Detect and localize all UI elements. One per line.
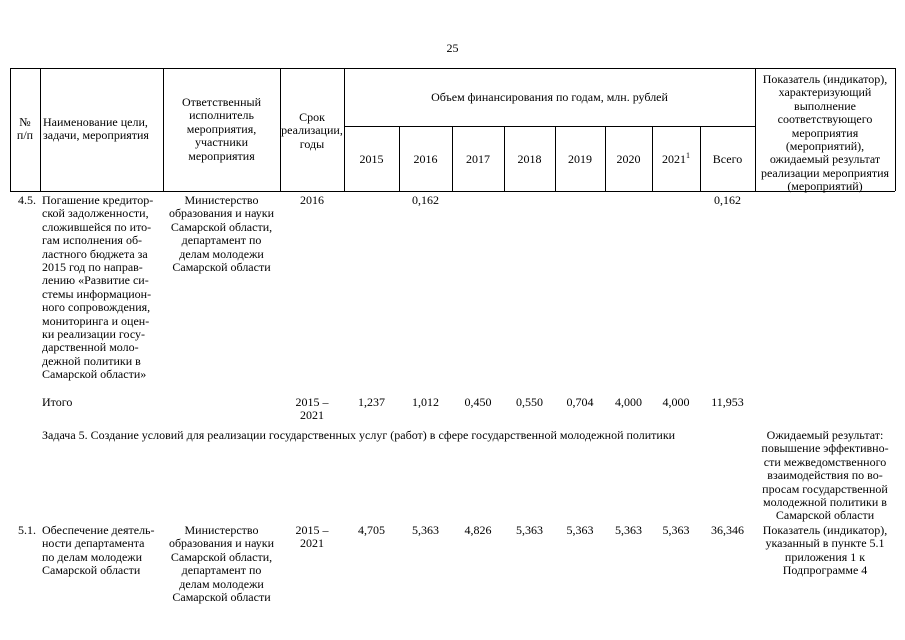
row-5-1-num: 5.1. (18, 523, 36, 537)
task5-title: Задача 5. Создание условий для реализации государственных услуг (работ) в сфере государственной молодежной политики (42, 428, 676, 442)
row-4-5-executor: Министерство образования и науки Самарской области, департамент по делам молодежи Самарской области (168, 193, 275, 275)
row-5-1-indicator: Показатель (индикатор), указанный в пункте 5.1 приложения 1 к Подпрограмме 4 (762, 523, 888, 578)
header-funding: Объем финансирования по годам, млн. рублей (431, 90, 668, 104)
header-indicator: Показатель (индикатор), характеризующий выполнение соответствующего мероприятия (мероприятий), ожидаемый результат реализации мероприятия (мероприятий) (760, 72, 890, 194)
header-num: № п/п (16, 115, 34, 143)
row-5-1-value-2016: 5,363 (412, 523, 439, 537)
itogo-value-2017: 0,450 (464, 395, 492, 409)
row-4-5-value-2016: 0,162 (412, 193, 439, 207)
itogo-term: 2015 – 2021 (295, 395, 329, 423)
header-year-2019: 2019 (568, 152, 592, 166)
table-top-border (10, 68, 895, 69)
row-5-1-executor: Министерство образования и науки Самарской области, департамент по делам молодежи Самарской области (168, 523, 275, 605)
row-4-5-total: 0,162 (714, 193, 741, 207)
row-5-1-value-2019: 5,363 (566, 523, 594, 537)
row-4-5-name: Погашение кредитор- ской задолженности, сложившейся по ито- гам исполнения об- ластного бюджета за 2015 год по направ- лению «Развитие си- стемы информацион- ного сопровождения, мониторинга и оцен- ки реализации госу- дарственной моло- дежной политики в Самарской области» (42, 193, 154, 382)
itogo-total: 11,953 (711, 395, 744, 409)
header-name: Наименование цели, задачи, мероприятия (43, 115, 149, 143)
row-4-5-term: 2016 (300, 193, 324, 207)
itogo-value-2021: 4,000 (662, 395, 690, 409)
years-divider-line (344, 126, 755, 127)
header-year-2015: 2015 (359, 152, 384, 166)
row-5-1-term: 2015 – 2021 (295, 523, 329, 551)
row-5-1-value-2017: 4,826 (464, 523, 492, 537)
col-line (895, 68, 896, 191)
header-total: Всего (712, 152, 743, 166)
itogo-value-2015: 1,237 (358, 395, 385, 409)
row-4-5-num: 4.5. (18, 193, 36, 207)
row-5-1-value-2021: 5,363 (662, 523, 690, 537)
page-number: 25 (446, 41, 459, 55)
header-year-2017: 2017 (466, 152, 490, 166)
itogo-value-2020: 4,000 (615, 395, 642, 409)
header-executor: Ответственный исполнитель мероприятия, участники мероприятия (181, 95, 262, 163)
itogo-value-2016: 1,012 (412, 395, 439, 409)
header-year-2018: 2018 (517, 152, 542, 166)
itogo-value-2018: 0,550 (516, 395, 543, 409)
header-term: Срок реализации, годы (281, 110, 343, 151)
year-2021-label: 2021 (662, 152, 686, 166)
header-year-2020: 2020 (616, 152, 641, 166)
itogo-value-2019: 0,704 (566, 395, 594, 409)
year-2021-footnote-mark: 1 (686, 151, 690, 160)
task5-expected-result: Ожидаемый результат: повышение эффективно- сти межведомственного взаимодействия по во- просам государственной молодежной политики в Самарской области (761, 428, 889, 523)
row-5-1-name: Обеспечение деятель- ности департамента по делам молодежи Самарской области (42, 523, 155, 578)
col-line (344, 68, 345, 191)
header-year-2021 (652, 153, 700, 166)
col-line (40, 68, 41, 191)
row-5-1-value-2015: 4,705 (358, 523, 385, 537)
header-year-2016: 2016 (413, 152, 438, 166)
row-5-1-total: 36,346 (711, 523, 744, 537)
itogo-label: Итого (42, 395, 73, 409)
row-5-1-value-2020: 5,363 (615, 523, 642, 537)
row-5-1-value-2018: 5,363 (516, 523, 543, 537)
